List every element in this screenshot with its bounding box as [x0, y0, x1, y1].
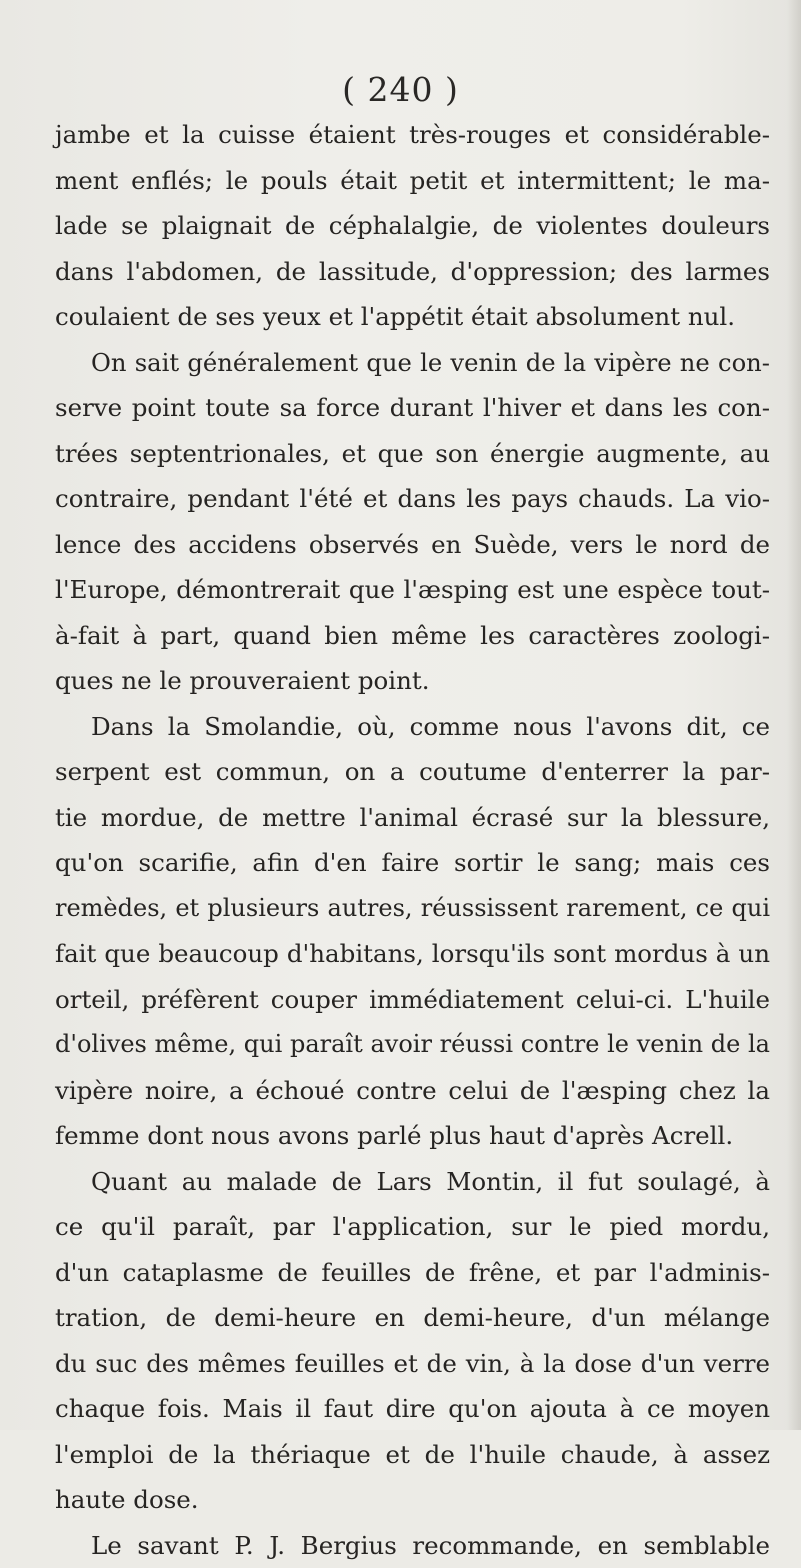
text-line: qu'on scarifie, afin d'en faire sortir le sang; mais ces: [55, 840, 770, 886]
text-line: vipère noire, a échoué contre celui de l'æsping chez la: [55, 1068, 770, 1114]
text-line: remèdes, et plusieurs autres, réussissent rarement, ce qui: [55, 886, 770, 932]
text-line: Le savant P. J. Bergius recommande, en semblable: [55, 1523, 770, 1568]
text-line: femme dont nous avons parlé plus haut d'après Acrell.: [55, 1113, 770, 1159]
text-line: trées septentrionales, et que son énergie augmente, au: [55, 431, 770, 477]
page-edge-shadow: [787, 0, 801, 1430]
text-line: Dans la Smolandie, où, comme nous l'avons dit, ce: [55, 704, 770, 750]
text-line: lade se plaignait de céphalalgie, de violentes douleurs: [55, 203, 770, 249]
text-line: à-fait à part, quand bien même les caractères zoologi-: [55, 613, 770, 659]
page-number: ( 240 ): [0, 70, 801, 109]
text-line: haute dose.: [55, 1477, 770, 1523]
text-line: du suc des mêmes feuilles et de vin, à la dose d'un verre: [55, 1341, 770, 1387]
text-line: chaque fois. Mais il faut dire qu'on ajouta à ce moyen: [55, 1386, 770, 1432]
text-line: l'Europe, démontrerait que l'æsping est une espèce tout-: [55, 567, 770, 613]
text-line: tration, de demi-heure en demi-heure, d'un mélange: [55, 1295, 770, 1341]
text-line: d'olives même, qui paraît avoir réussi contre le venin de la: [55, 1022, 770, 1068]
text-line: On sait généralement que le venin de la vipère ne con-: [55, 340, 770, 386]
text-line: serpent est commun, on a coutume d'enterrer la par-: [55, 749, 770, 795]
text-line: lence des accidens observés en Suède, vers le nord de: [55, 522, 770, 568]
text-line: dans l'abdomen, de lassitude, d'oppression; des larmes: [55, 249, 770, 295]
text-line: ques ne le prouveraient point.: [55, 658, 770, 704]
text-line: jambe et la cuisse étaient très-rouges et considérable-: [55, 112, 770, 158]
text-line: ce qu'il paraît, par l'application, sur le pied mordu,: [55, 1204, 770, 1250]
text-line: contraire, pendant l'été et dans les pays chauds. La vio-: [55, 476, 770, 522]
text-line: d'un cataplasme de feuilles de frêne, et par l'adminis-: [55, 1250, 770, 1296]
text-line: Quant au malade de Lars Montin, il fut soulagé, à: [55, 1159, 770, 1205]
body-text: [55, 112, 770, 1568]
text-line: ment enflés; le pouls était petit et intermittent; le ma-: [55, 158, 770, 204]
text-line: l'emploi de la thériaque et de l'huile chaude, à assez: [55, 1432, 770, 1478]
text-line: orteil, préfèrent couper immédiatement celui-ci. L'huile: [55, 977, 770, 1023]
text-line: fait que beaucoup d'habitans, lorsqu'ils sont mordus à un: [55, 931, 770, 977]
text-line: serve point toute sa force durant l'hiver et dans les con-: [55, 385, 770, 431]
text-line: tie mordue, de mettre l'animal écrasé sur la blessure,: [55, 795, 770, 841]
text-line: coulaient de ses yeux et l'appétit était absolument nul.: [55, 294, 770, 340]
